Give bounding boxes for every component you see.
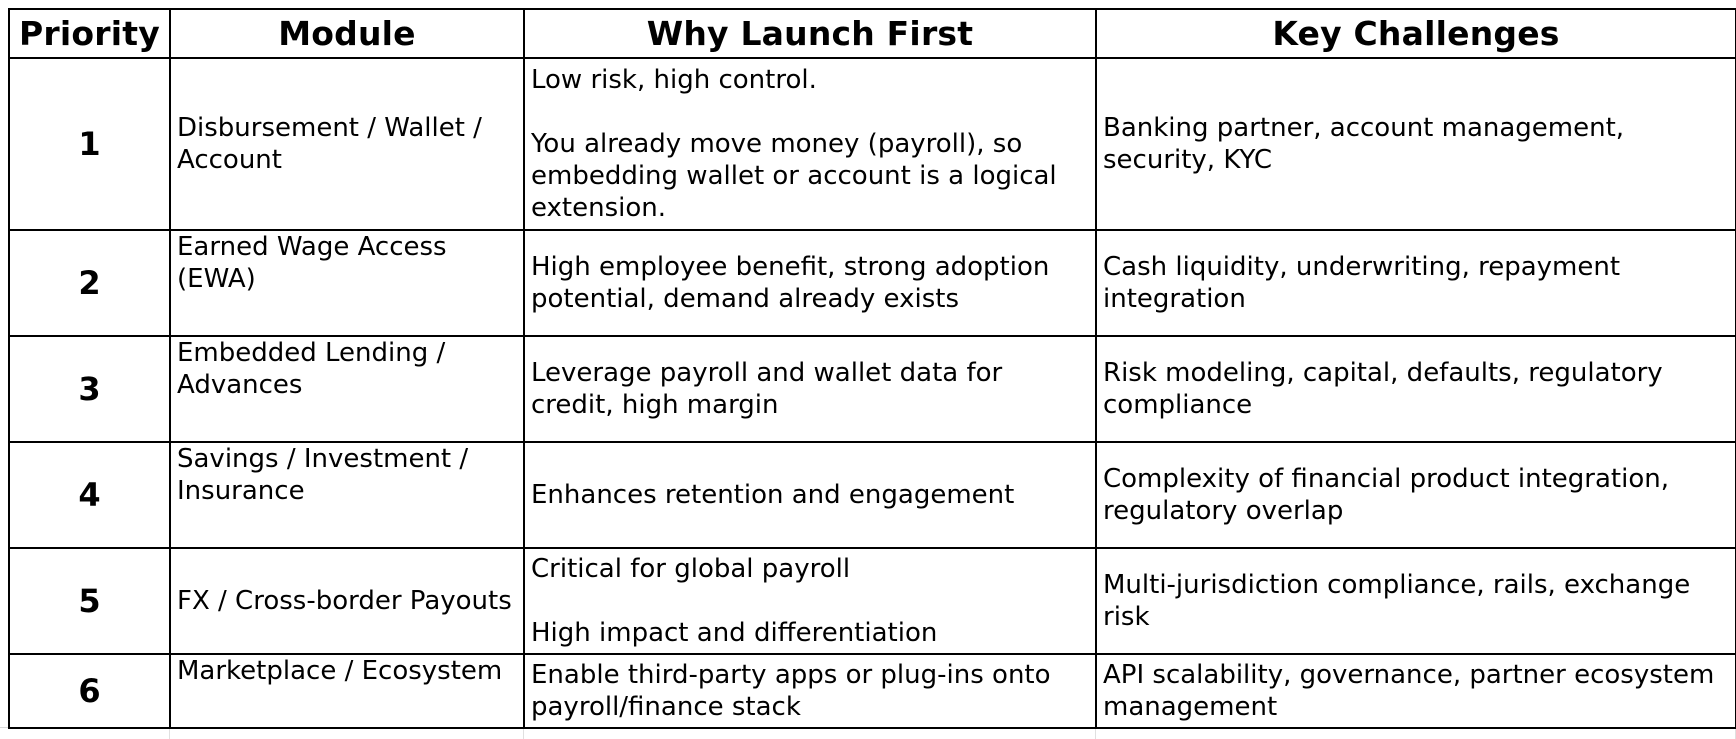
- module-cell[interactable]: Disbursement / Wallet / Account: [170, 58, 524, 230]
- module-cell[interactable]: Earned Wage Access (EWA): [170, 230, 524, 336]
- module-cell[interactable]: Embedded Lending / Advances: [170, 336, 524, 442]
- table-row: [9, 230, 1736, 336]
- challenges-cell[interactable]: API scalability, governance, partner ecosystem management: [1096, 654, 1736, 728]
- priority-cell[interactable]: 2: [9, 230, 170, 336]
- priority-cell[interactable]: 5: [9, 548, 170, 654]
- module-cell[interactable]: Marketplace / Ecosystem: [170, 654, 524, 728]
- table-row: [9, 442, 1736, 548]
- table-row: [9, 548, 1736, 654]
- priority-table: [8, 8, 1736, 729]
- why-text: Leverage payroll and wallet data for credit, high margin: [531, 358, 1003, 420]
- challenges-cell[interactable]: Banking partner, account management, security, KYC: [1096, 58, 1736, 230]
- why-cell[interactable]: [524, 442, 1096, 548]
- why-cell[interactable]: [524, 230, 1096, 336]
- why-text: Low risk, high control.: [531, 65, 817, 95]
- header-why-launch-first[interactable]: Why Launch First: [524, 9, 1096, 58]
- why-cell[interactable]: [524, 58, 1096, 230]
- why-text: High employee benefit, strong adoption potential, demand already exists: [531, 252, 1050, 314]
- why-text: You already move money (payroll), so embedding wallet or account is a logical extension.: [531, 129, 1057, 223]
- why-cell[interactable]: [524, 654, 1096, 728]
- header-key-challenges[interactable]: Key Challenges: [1096, 9, 1736, 58]
- challenges-cell[interactable]: Multi-jurisdiction compliance, rails, exchange risk: [1096, 548, 1736, 654]
- module-cell[interactable]: Savings / Investment / Insurance: [170, 442, 524, 548]
- why-text: Enhances retention and engagement: [531, 480, 1015, 510]
- module-cell[interactable]: FX / Cross-border Payouts: [170, 548, 524, 654]
- header-priority[interactable]: Priority: [9, 9, 170, 58]
- priority-cell[interactable]: 3: [9, 336, 170, 442]
- header-row: [9, 9, 1736, 58]
- challenges-cell[interactable]: Complexity of financial product integration, regulatory overlap: [1096, 442, 1736, 548]
- priority-cell[interactable]: 6: [9, 654, 170, 728]
- why-text: Critical for global payroll: [531, 554, 851, 584]
- priority-cell[interactable]: 1: [9, 58, 170, 230]
- challenges-cell[interactable]: Risk modeling, capital, defaults, regulatory compliance: [1096, 336, 1736, 442]
- why-cell[interactable]: [524, 548, 1096, 654]
- header-module[interactable]: Module: [170, 9, 524, 58]
- why-text: Enable third-party apps or plug-ins onto payroll/finance stack: [531, 660, 1051, 722]
- why-text: High impact and differentiation: [531, 618, 938, 648]
- why-cell[interactable]: [524, 336, 1096, 442]
- table-row: [9, 336, 1736, 442]
- priority-cell[interactable]: 4: [9, 442, 170, 548]
- challenges-cell[interactable]: Cash liquidity, underwriting, repayment integration: [1096, 230, 1736, 336]
- table-row: [9, 58, 1736, 230]
- table-row: [9, 654, 1736, 728]
